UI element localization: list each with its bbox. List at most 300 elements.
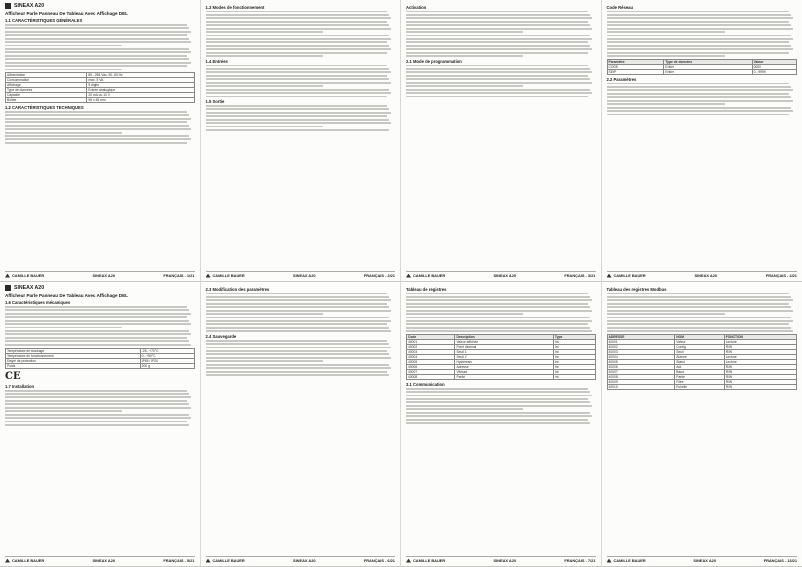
- text-line: [5, 421, 187, 423]
- text-line: [406, 28, 592, 30]
- table-cell: Affichage: [6, 83, 87, 88]
- text-line: [5, 118, 191, 120]
- footer-product: SINEAX A20: [693, 558, 716, 563]
- text-line: [5, 138, 191, 140]
- table-cell: Int: [553, 355, 595, 360]
- text-line: [5, 114, 189, 116]
- brand-name: CAMILLE BAUER: [12, 558, 45, 563]
- manual-page: [201, 282, 402, 567]
- text-line: [206, 357, 392, 359]
- page-header: [5, 3, 195, 9]
- page-footer: [406, 556, 596, 564]
- table-cell: CODE: [607, 65, 664, 70]
- text-line: [406, 296, 590, 298]
- brand-name: CAMILLE BAUER: [613, 273, 646, 278]
- text-line: [206, 340, 388, 342]
- brand-mark-icon: [206, 559, 211, 563]
- table-cell: Entier: [664, 65, 752, 70]
- table-cell: Température de fonctionnement: [6, 353, 141, 358]
- text-line: [5, 31, 191, 33]
- ce-mark-icon: CE: [5, 370, 21, 382]
- text-line: [206, 41, 388, 43]
- text-line: [406, 306, 590, 308]
- text-line: [206, 31, 323, 33]
- page-header: [5, 285, 195, 291]
- text-line: [607, 17, 794, 19]
- table-cell: Entier: [664, 70, 752, 75]
- table-cell: Code: [407, 335, 455, 340]
- text-line: [406, 320, 592, 322]
- text-line: [406, 31, 523, 33]
- spec-table: [5, 72, 195, 103]
- text-line: [206, 129, 390, 131]
- text-line: [206, 122, 392, 124]
- footer-page-number: FRANÇAIS - 3/21: [564, 273, 596, 278]
- text-line: [206, 303, 388, 305]
- table-cell: Paramètre: [607, 60, 664, 65]
- table-cell: R/W: [724, 370, 796, 375]
- page-footer: [406, 271, 596, 279]
- text-line: [206, 371, 388, 373]
- text-line: [206, 11, 388, 13]
- brand-logo-icon: [5, 285, 11, 291]
- text-line: [607, 35, 792, 37]
- footer-page-number: FRANÇAIS - 7/21: [564, 558, 596, 563]
- text-line: [5, 410, 122, 412]
- table-cell: -25...+70°C: [140, 348, 194, 353]
- text-line: [5, 128, 191, 130]
- table-cell: 0000: [752, 65, 796, 70]
- text-line: [406, 55, 523, 57]
- text-line: [406, 85, 523, 87]
- text-line: [206, 45, 390, 47]
- text-line: [607, 48, 794, 50]
- table-cell: Baud: [675, 370, 724, 375]
- text-line: [406, 14, 590, 16]
- table-row: [407, 375, 596, 380]
- text-line: [206, 92, 392, 94]
- table-cell: Int: [553, 370, 595, 375]
- text-line: [206, 126, 323, 128]
- text-lines: [206, 65, 396, 98]
- text-line: [607, 303, 790, 305]
- footer-page-number: FRANÇAIS - 4/21: [765, 273, 797, 278]
- text-lines: [206, 293, 396, 333]
- footer-brand: [206, 273, 245, 278]
- text-line: [206, 374, 390, 376]
- table-cell: Int: [553, 345, 595, 350]
- text-line: [607, 45, 792, 47]
- text-lines: [206, 11, 396, 58]
- table-cell: Filtre: [675, 380, 724, 385]
- text-line: [5, 125, 189, 127]
- text-line: [406, 21, 588, 23]
- text-line: [607, 86, 792, 88]
- text-lines: [206, 340, 396, 376]
- text-line: [607, 55, 725, 57]
- footer-page-number: FRANÇAIS - 1/21: [163, 273, 195, 278]
- text-lines: [406, 293, 596, 333]
- document-subtitle: Afficheur Parle Panneau De Tableau Avec Affichage DEL: [5, 11, 128, 16]
- table-cell: R/W: [724, 375, 796, 380]
- text-line: [5, 340, 189, 342]
- footer-page-number: FRANÇAIS - 2/21: [363, 273, 395, 278]
- table-cell: 40003: [407, 350, 455, 355]
- text-line: [5, 135, 189, 137]
- text-lines: [5, 24, 195, 71]
- text-line: [406, 327, 590, 329]
- table-cell: R/W: [724, 380, 796, 385]
- text-line: [607, 296, 792, 298]
- text-line: [406, 11, 588, 13]
- table-cell: Int: [553, 350, 595, 355]
- page-footer: [206, 556, 396, 564]
- text-line: [607, 310, 794, 312]
- text-line: [206, 68, 390, 70]
- text-line: [5, 400, 187, 402]
- text-line: [206, 310, 392, 312]
- footer-product: SINEAX A20: [493, 273, 517, 278]
- brand-name: CAMILLE BAUER: [212, 273, 245, 278]
- table-cell: Consommation: [6, 78, 87, 83]
- text-line: [406, 330, 592, 332]
- text-line: [5, 51, 191, 53]
- text-line: [5, 396, 191, 398]
- table-cell: Seuil 2: [455, 355, 553, 360]
- text-line: [206, 78, 390, 80]
- text-line: [607, 100, 794, 102]
- section-heading: 1.3 Modes de fonctionnement: [205, 4, 265, 10]
- text-line: [406, 71, 592, 73]
- manual-page: [401, 0, 602, 282]
- section-heading: 1.2 CARACTÉRISTIQUES TECHNIQUES: [5, 104, 84, 110]
- text-line: [5, 424, 189, 426]
- page-footer: [206, 271, 396, 279]
- text-line: [607, 107, 792, 109]
- table-cell: Valeur: [675, 340, 724, 345]
- table-cell: Boîtier: [6, 98, 87, 103]
- text-line: [5, 132, 122, 134]
- text-line: [206, 367, 392, 369]
- text-line: [607, 114, 790, 116]
- text-line: [607, 52, 790, 54]
- section-heading: Tableau de registres: [406, 286, 447, 292]
- text-line: [607, 317, 792, 319]
- footer-product: SINEAX A20: [293, 273, 316, 278]
- text-lines: [607, 293, 798, 333]
- text-line: [406, 92, 592, 94]
- text-lines: [607, 11, 798, 58]
- section-heading: 2.3 Modification des paramètres: [205, 286, 270, 292]
- table-cell: Echelle: [675, 385, 724, 390]
- text-line: [406, 82, 592, 84]
- brand-mark-icon: [5, 274, 10, 278]
- text-line: [406, 422, 590, 424]
- text-line: [5, 142, 187, 144]
- text-line: [406, 41, 588, 43]
- text-line: [5, 309, 189, 311]
- text-line: [5, 27, 189, 29]
- table-cell: Seuil 1: [455, 350, 553, 355]
- text-line: [607, 83, 790, 85]
- footer-brand: [5, 273, 44, 278]
- text-line: [5, 69, 122, 71]
- table-cell: Int: [553, 360, 595, 365]
- text-line: [5, 403, 189, 405]
- spec-table: [406, 334, 596, 380]
- text-line: [206, 71, 392, 73]
- table-cell: 40005: [607, 360, 675, 365]
- text-line: [5, 313, 191, 315]
- section-heading: 1.1 CARACTÉRISTIQUES GÉNÉRALES: [5, 17, 83, 23]
- text-line: [206, 48, 392, 50]
- text-line: [5, 41, 191, 43]
- text-line: [5, 48, 189, 50]
- table-cell: 0...+50°C: [140, 353, 194, 358]
- text-line: [206, 75, 388, 77]
- brand-name: CAMILLE BAUER: [613, 558, 646, 563]
- spec-table: [607, 59, 798, 75]
- table-cell: Lecture: [724, 340, 796, 345]
- text-line: [607, 323, 790, 325]
- manual-page: [401, 282, 602, 567]
- text-line: [406, 395, 592, 397]
- text-line: [607, 313, 725, 315]
- text-line: [5, 121, 187, 123]
- footer-brand: [406, 558, 445, 563]
- text-line: [406, 388, 588, 390]
- table-cell: Entrée analogique: [87, 88, 194, 93]
- text-line: [5, 344, 191, 346]
- text-line: [206, 306, 390, 308]
- text-line: [5, 45, 122, 47]
- page-footer: [5, 271, 195, 279]
- brand-mark-icon: [406, 559, 411, 563]
- text-line: [206, 105, 388, 107]
- section-heading: Tableau des registres Modbus: [606, 286, 667, 292]
- text-line: [406, 17, 592, 19]
- text-lines: [406, 65, 596, 98]
- text-line: [607, 93, 790, 95]
- table-cell: Poids: [6, 363, 141, 368]
- text-line: [206, 108, 390, 110]
- text-line: [206, 35, 390, 37]
- manual-page: [0, 0, 201, 282]
- text-line: [607, 103, 725, 105]
- text-lines: [5, 111, 195, 144]
- text-line: [406, 293, 588, 295]
- text-line: [206, 330, 392, 332]
- product-title: SINEAX A20: [14, 3, 45, 9]
- text-line: [607, 89, 794, 91]
- section-heading: Activation: [406, 4, 427, 10]
- table-cell: Valeur affichée: [455, 340, 553, 345]
- text-line: [406, 412, 590, 414]
- text-line: [5, 38, 189, 40]
- footer-brand: [5, 558, 44, 563]
- text-line: [5, 407, 191, 409]
- table-cell: 40004: [407, 355, 455, 360]
- manual-page: [602, 282, 802, 567]
- table-cell: 40002: [407, 345, 455, 350]
- table-cell: Hystérésis: [455, 360, 553, 365]
- table-cell: Config: [675, 345, 724, 350]
- text-line: [607, 327, 792, 329]
- text-line: [607, 14, 792, 16]
- page-footer: [5, 556, 195, 564]
- text-line: [206, 293, 388, 295]
- text-line: [607, 293, 790, 295]
- text-line: [5, 55, 187, 57]
- text-line: [406, 96, 588, 98]
- table-cell: R/W: [724, 385, 796, 390]
- text-line: [406, 415, 592, 417]
- text-line: [607, 28, 794, 30]
- text-line: [5, 330, 189, 332]
- text-line: [206, 21, 388, 23]
- table-cell: Type de données: [664, 60, 752, 65]
- text-line: [406, 313, 523, 315]
- footer-page-number: FRANÇAIS - 13/21: [763, 558, 797, 563]
- brand-name: CAMILLE BAUER: [212, 558, 245, 563]
- table-cell: 40007: [607, 370, 675, 375]
- table-cell: 40005: [407, 360, 455, 365]
- table-cell: Température de stockage: [6, 348, 141, 353]
- text-line: [406, 398, 588, 400]
- section-heading: Code Réseau: [606, 4, 634, 10]
- table-cell: Adr.: [675, 365, 724, 370]
- text-line: [206, 360, 323, 362]
- footer-product: SINEAX A20: [92, 558, 116, 563]
- table-cell: 40006: [607, 365, 675, 370]
- table-cell: IP65 / IP20: [140, 358, 194, 363]
- text-lines: [5, 390, 195, 426]
- text-line: [206, 14, 390, 16]
- text-line: [206, 28, 392, 30]
- text-line: [406, 401, 590, 403]
- text-line: [607, 24, 792, 26]
- footer-page-number: FRANÇAIS - 5/21: [163, 558, 195, 563]
- text-line: [607, 320, 794, 322]
- section-heading: 1.6 Caractéristiques mécaniques: [5, 299, 71, 305]
- manual-page: [0, 282, 201, 567]
- text-line: [406, 65, 588, 67]
- text-line: [406, 419, 588, 421]
- text-line: [206, 17, 392, 19]
- footer-product: SINEAX A20: [694, 273, 718, 278]
- text-line: [406, 89, 590, 91]
- brand-name: CAMILLE BAUER: [12, 273, 45, 278]
- text-line: [406, 35, 590, 37]
- text-line: [5, 337, 187, 339]
- text-line: [406, 48, 592, 50]
- text-line: [206, 320, 392, 322]
- table-cell: Type: [553, 335, 595, 340]
- text-line: [5, 333, 191, 335]
- spec-table: [607, 334, 798, 390]
- text-line: [206, 119, 390, 121]
- table-cell: Parité: [455, 375, 553, 380]
- table-row: [6, 98, 195, 103]
- table-cell: Seuil: [675, 350, 724, 355]
- text-line: [406, 408, 523, 410]
- brand-logo-icon: [5, 3, 11, 9]
- text-line: [206, 317, 390, 319]
- text-line: [206, 296, 390, 298]
- text-line: [206, 353, 390, 355]
- table-cell: Int: [553, 340, 595, 345]
- table-cell: 40008: [407, 375, 455, 380]
- section-heading: 2.4 Sauvegarde: [205, 333, 237, 339]
- product-title: SINEAX A20: [14, 285, 45, 291]
- table-row: [607, 385, 797, 390]
- text-lines: [206, 105, 396, 131]
- text-line: [5, 320, 189, 322]
- table-cell: Statut: [675, 360, 724, 365]
- page-footer: [607, 556, 798, 564]
- table-cell: Parité: [675, 375, 724, 380]
- text-lines: [5, 306, 195, 346]
- text-line: [5, 327, 122, 329]
- footer-brand: [607, 558, 646, 563]
- text-line: [406, 52, 588, 54]
- brand-name: CAMILLE BAUER: [413, 558, 446, 563]
- text-line: [5, 393, 189, 395]
- text-line: [206, 350, 388, 352]
- table-cell: 40008: [607, 375, 675, 380]
- text-line: [607, 110, 794, 112]
- text-line: [607, 21, 790, 23]
- text-line: [607, 38, 794, 40]
- table-cell: ADRESSE: [607, 335, 675, 340]
- footer-product: SINEAX A20: [92, 273, 116, 278]
- text-line: [607, 31, 725, 33]
- section-heading: 1.4 Entrées: [205, 58, 228, 64]
- text-line: [206, 364, 390, 366]
- table-cell: 40007: [407, 370, 455, 375]
- text-line: [206, 65, 388, 67]
- text-line: [5, 111, 187, 113]
- text-line: [206, 38, 392, 40]
- footer-product: SINEAX A20: [293, 558, 316, 563]
- text-line: [206, 89, 390, 91]
- table-cell: NOM: [675, 335, 724, 340]
- spec-table: [5, 348, 195, 369]
- table-cell: Lecture: [724, 355, 796, 360]
- footer-brand: [406, 273, 445, 278]
- text-line: [607, 11, 790, 13]
- table-cell: Point décimal: [455, 345, 553, 350]
- text-line: [607, 306, 792, 308]
- text-line: [607, 41, 790, 43]
- text-lines: [607, 83, 798, 116]
- table-cell: 40002: [607, 345, 675, 350]
- text-line: [5, 323, 191, 325]
- text-line: [406, 310, 592, 312]
- table-cell: 40003: [607, 350, 675, 355]
- brand-mark-icon: [607, 274, 612, 278]
- section-heading: 2.2 Paramètres: [606, 76, 637, 82]
- manual-page: [201, 0, 402, 282]
- text-line: [206, 112, 392, 114]
- text-line: [5, 414, 189, 416]
- footer-page-number: FRANÇAIS - 6/21: [363, 558, 395, 563]
- table-cell: Capacité: [6, 93, 87, 98]
- text-line: [406, 78, 590, 80]
- text-line: [206, 82, 392, 84]
- footer-product: SINEAX A20: [493, 558, 517, 563]
- table-cell: FONCTION: [724, 335, 796, 340]
